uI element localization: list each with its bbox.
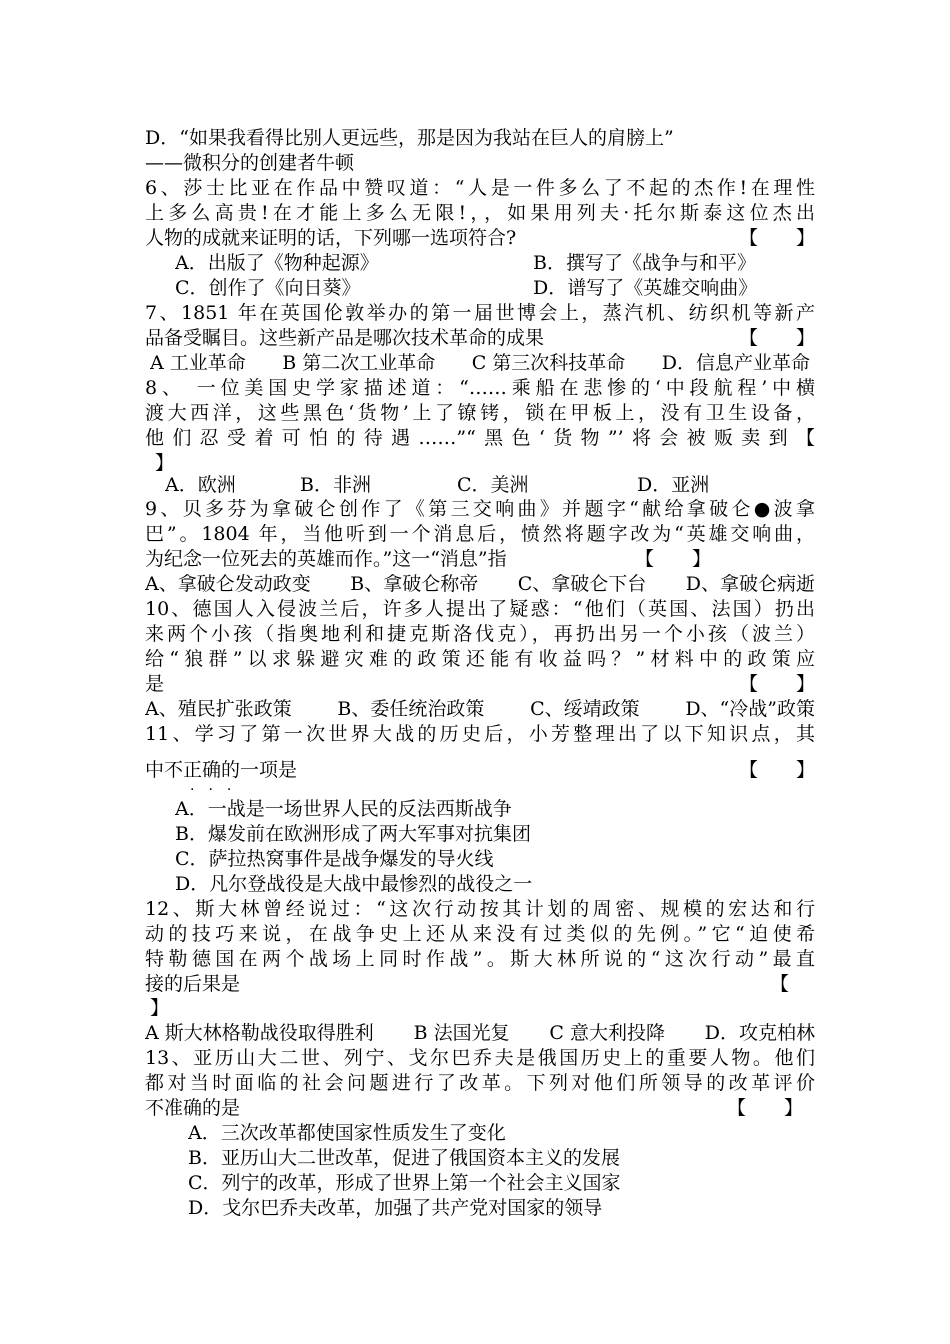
q11-stem: 中不正确的一项是 bbox=[145, 759, 298, 781]
q12-option-c: C 意大利投降 bbox=[549, 1022, 665, 1044]
q9-option-d: D、拿破仑病逝 bbox=[685, 573, 815, 595]
q7-answer-bracket: 【 】 bbox=[738, 327, 815, 349]
q7-options-row bbox=[150, 351, 810, 376]
q13-option-b: B．亚历山大二世改革，促进了俄国资本主义的发展 bbox=[188, 1147, 620, 1169]
q9-options-row bbox=[145, 572, 815, 597]
q8-option-c: C．美洲 bbox=[457, 474, 529, 496]
q7-option-a: A 工业革命 bbox=[150, 352, 246, 374]
q7-option-d: D．信息产业革命 bbox=[661, 352, 810, 374]
q12-options-row bbox=[145, 1021, 815, 1046]
q10-stem: 给“狼群”以求躲避灾难的政策还能有收益吗？”材料中的政策应 bbox=[145, 648, 815, 670]
q8-option-a: A．欧洲 bbox=[165, 474, 236, 496]
q8-answer-bracket-close: 】 bbox=[155, 452, 175, 474]
q7-stem-row bbox=[145, 326, 815, 351]
q7-stem: 7、1851 年在英国伦敦举办的第一届世博会上，蒸汽机、纺织机等新产 bbox=[145, 302, 815, 324]
q11-stem-row bbox=[145, 758, 815, 783]
q12-option-a: A 斯大林格勒战役取得胜利 bbox=[145, 1022, 374, 1044]
q6-stem-row bbox=[145, 226, 815, 251]
q10-option-d: D、“冷战”政策 bbox=[685, 698, 815, 720]
q10-option-a: A、殖民扩张政策 bbox=[145, 698, 292, 720]
q6-option-c: C．创作了《向日葵》 bbox=[175, 277, 361, 299]
q12-stem: 特勒德国在两个战场上同时作战”。斯大林所说的“这次行动”最直 bbox=[145, 948, 815, 970]
q10-stem: 来两个小孩（指奥地利和捷克斯洛伐克），再扔出另一个小孩（波兰） bbox=[145, 623, 815, 645]
q5-option-d-attribution: ——微积分的创建者牛顿 bbox=[145, 152, 355, 174]
q11-option-b: B．爆发前在欧洲形成了两大军事对抗集团 bbox=[175, 823, 531, 845]
q6-answer-bracket: 【 】 bbox=[738, 227, 815, 249]
q12-option-d: D．攻克柏林 bbox=[704, 1022, 815, 1044]
q12-answer-bracket-close: 】 bbox=[150, 997, 170, 1019]
q9-answer-bracket: 【 】 bbox=[635, 548, 712, 570]
q11-stem: 11、学习了第一次世界大战的历史后，小芳整理出了以下知识点，其 bbox=[145, 723, 815, 745]
q7-stem: 品备受瞩目。这些新产品是哪次技术革命的成果 bbox=[145, 327, 545, 349]
q6-options-row bbox=[175, 251, 815, 276]
q10-options-row bbox=[145, 697, 815, 722]
q9-stem-row bbox=[145, 547, 815, 572]
q13-answer-bracket: 【 】 bbox=[726, 1097, 803, 1119]
q6-option-b: B．撰写了《战争与和平》 bbox=[533, 252, 756, 274]
q8-option-b: B．非洲 bbox=[300, 474, 371, 496]
q10-answer-bracket: 【 】 bbox=[738, 673, 815, 695]
q11-option-c: C．萨拉热窝事件是战争爆发的导火线 bbox=[175, 848, 494, 870]
q13-option-d: D．戈尔巴乔夫改革，加强了共产党对国家的领导 bbox=[188, 1197, 603, 1219]
q6-stem: 人物的成就来证明的话，下列哪一选项符合? bbox=[145, 227, 517, 249]
q12-stem: 动的技巧来说，在战争史上还从来没有过类似的先例。”它“迫使希 bbox=[145, 923, 815, 945]
q13-stem: 不准确的是 bbox=[145, 1097, 241, 1119]
q6-options-row bbox=[175, 276, 815, 301]
q9-stem: 9、贝多芬为拿破仑创作了《第三交响曲》并题字“献给拿破仑●波拿 bbox=[145, 498, 815, 520]
q9-option-b: B、拿破仑称帝 bbox=[350, 573, 479, 595]
q9-option-c: C、拿破仑下台 bbox=[517, 573, 647, 595]
q8-options-row bbox=[165, 473, 805, 498]
q8-stem: 他们忍受着可怕的待遇……”“黑色‘货物”’将会被贩卖到【 bbox=[145, 427, 815, 449]
q5-option-d: D．“如果我看得比别人更远些，那是因为我站在巨人的肩膀上” bbox=[145, 127, 674, 149]
q8-option-d: D．亚洲 bbox=[637, 474, 710, 496]
q13-stem-row bbox=[145, 1096, 815, 1121]
q6-stem: 6、莎士比亚在作品中赞叹道：“人是一件多么了不起的杰作!在理性 bbox=[145, 177, 815, 199]
q11-option-a: A．一战是一场世界人民的反法西斯战争 bbox=[175, 798, 512, 820]
q8-stem: 渡大西洋，这些黑色‘货物’上了镣铐，锁在甲板上，没有卫生设备， bbox=[145, 402, 815, 424]
q6-stem: 上多么高贵!在才能上多么无限!，，如果用列夫·托尔斯泰这位杰出 bbox=[145, 202, 815, 224]
q12-stem-row bbox=[145, 972, 815, 997]
q7-option-b: B 第二次工业革命 bbox=[282, 352, 436, 374]
q7-option-c: C 第三次科技革命 bbox=[471, 352, 626, 374]
q11-option-d: D．凡尔登战役是大战中最惨烈的战役之一 bbox=[175, 873, 533, 895]
q10-stem: 是 bbox=[145, 673, 165, 695]
q13-option-a: A．三次改革都使国家性质发生了变化 bbox=[188, 1122, 506, 1144]
q13-stem: 13、亚历山大二世、列宁、戈尔巴乔夫是俄国历史上的重要人物。他们 bbox=[145, 1047, 815, 1069]
q10-option-b: B、委任统治政策 bbox=[337, 698, 485, 720]
q11-answer-bracket: 【 】 bbox=[738, 759, 815, 781]
q6-option-d: D．谱写了《英雄交响曲》 bbox=[533, 277, 758, 299]
q13-stem: 都对当时面临的社会问题进行了改革。下列对他们所领导的改革评价 bbox=[145, 1072, 815, 1094]
q9-option-a: A、拿破仑发动政变 bbox=[145, 573, 311, 595]
q6-option-a: A．出版了《物种起源》 bbox=[175, 252, 379, 274]
q12-option-b: B 法国光复 bbox=[413, 1022, 510, 1044]
q13-option-c: C．列宁的改革，形成了世界上第一个社会主义国家 bbox=[188, 1172, 621, 1194]
q10-stem: 10、德国人入侵波兰后，许多人提出了疑惑：“他们（英国、法国）扔出 bbox=[145, 598, 815, 620]
q9-stem: 为纪念一位死去的英雄而作。”这一“消息”指 bbox=[145, 548, 507, 570]
q12-stem: 12、斯大林曾经说过：“这次行动按其计划的周密、规模的宏达和行 bbox=[145, 898, 815, 920]
q12-stem: 接的后果是 bbox=[145, 973, 241, 995]
q10-option-c: C、绥靖政策 bbox=[530, 698, 640, 720]
q11-emphasis-dots: ··· bbox=[190, 782, 246, 798]
q9-stem: 巴”。1804 年，当他听到一个消息后，愤然将题字改为“英雄交响曲， bbox=[145, 523, 815, 545]
q12-answer-bracket-open: 【 bbox=[770, 973, 790, 995]
q10-stem-row bbox=[145, 672, 815, 697]
q8-stem: 8、 一位美国史学家描述道：“……乘船在悲惨的‘中段航程’中横 bbox=[145, 377, 815, 399]
